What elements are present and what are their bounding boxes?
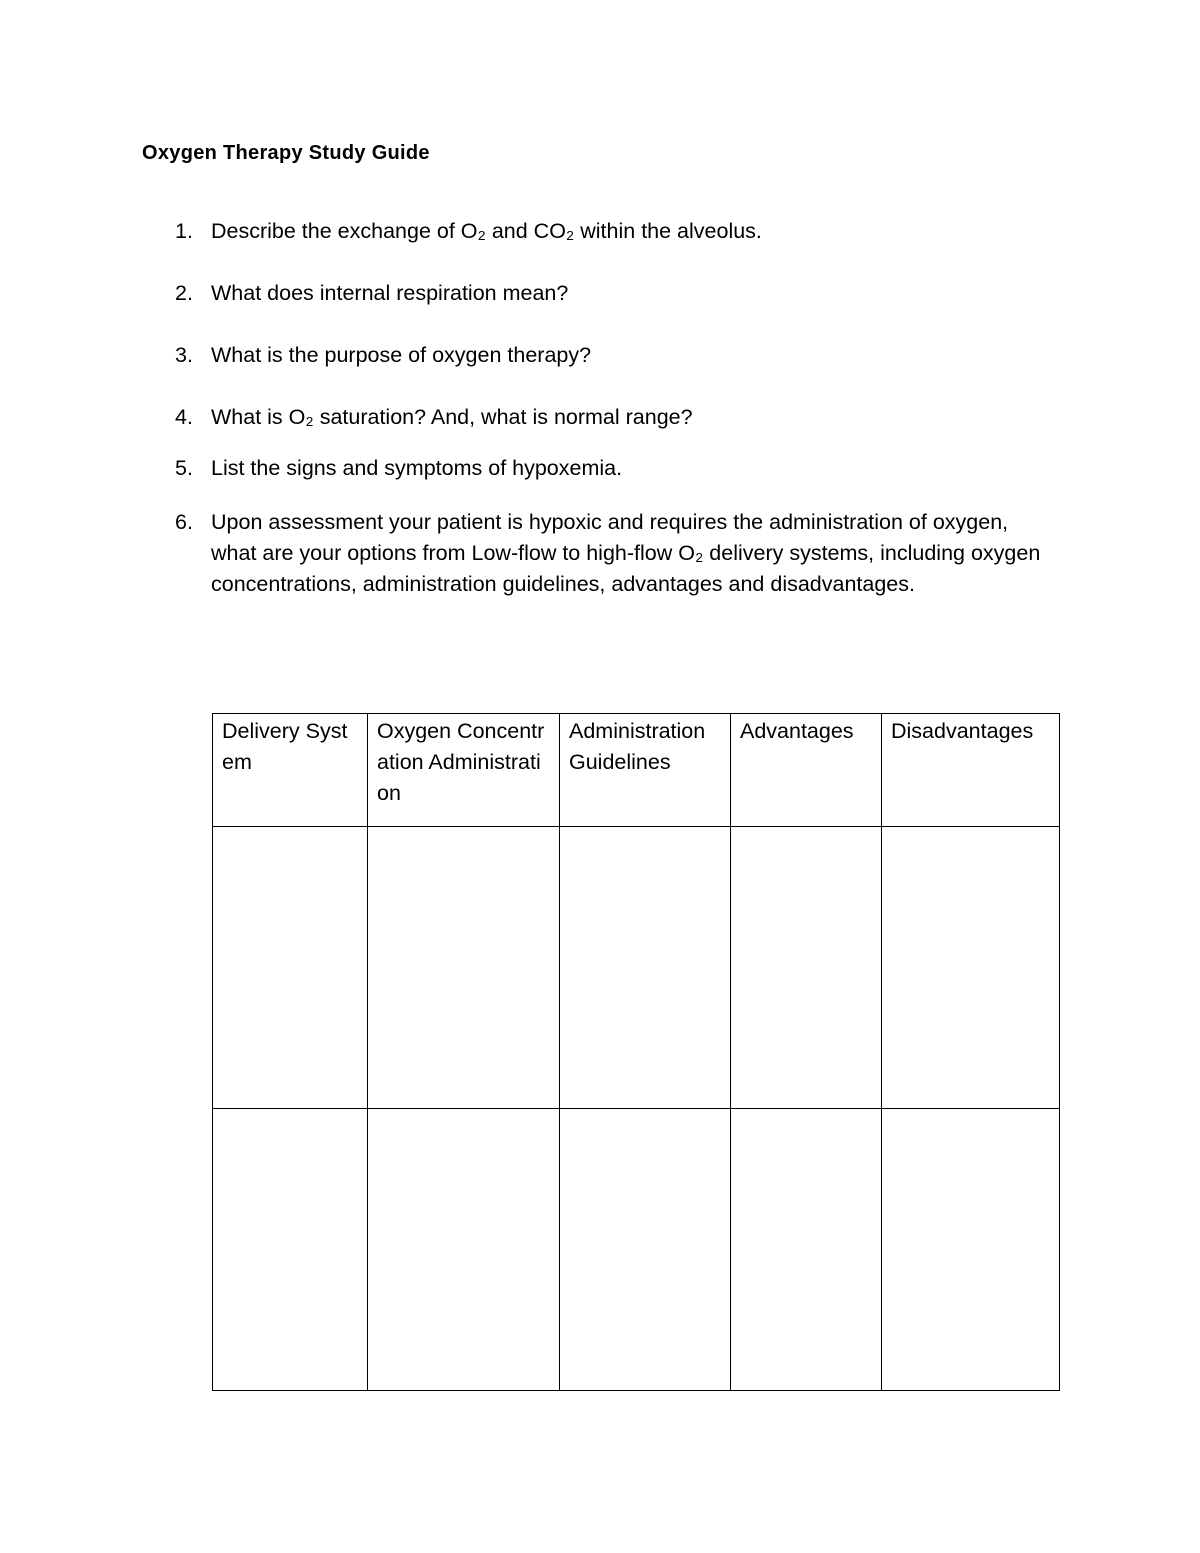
header-disadvantages: Disadvantages	[882, 714, 1060, 827]
table-cell[interactable]	[560, 827, 731, 1109]
table-cell[interactable]	[882, 1109, 1060, 1391]
table-cell[interactable]	[368, 827, 560, 1109]
question-item	[175, 216, 1055, 247]
question-number: 3.	[175, 343, 193, 367]
table-cell[interactable]	[560, 1109, 731, 1391]
page-title: Oxygen Therapy Study Guide	[142, 142, 430, 164]
question-text: What is O₂ saturation? And, what is normal range?	[211, 405, 693, 429]
question-text: Describe the exchange of O₂ and CO₂ within the alveolus.	[211, 219, 762, 243]
question-item	[175, 453, 1055, 484]
table-cell[interactable]	[213, 827, 368, 1109]
question-number: 6.	[175, 510, 193, 534]
question-number: 1.	[175, 219, 193, 243]
header-oxygen-concentration: Oxygen Concentration Administration	[368, 714, 560, 827]
table-row	[213, 1109, 1060, 1391]
header-administration-guidelines: Administration Guidelines	[560, 714, 731, 827]
question-text: What is the purpose of oxygen therapy?	[211, 343, 592, 367]
question-item	[175, 402, 1055, 433]
header-advantages: Advantages	[731, 714, 882, 827]
question-item	[175, 278, 1055, 309]
table-cell[interactable]	[731, 1109, 882, 1391]
table-cell[interactable]	[368, 1109, 560, 1391]
question-number: 4.	[175, 405, 193, 429]
table-header-row	[213, 714, 1060, 827]
question-item	[175, 340, 1055, 371]
question-text: What does internal respiration mean?	[211, 281, 569, 305]
table-cell[interactable]	[882, 827, 1060, 1109]
question-text: List the signs and symptoms of hypoxemia.	[211, 456, 623, 480]
table-row	[213, 827, 1060, 1109]
header-delivery-system: Delivery System	[213, 714, 368, 827]
delivery-systems-table	[212, 713, 1060, 1391]
question-text: Upon assessment your patient is hypoxic and requires the administration of oxygen, what are your options from Low-flow to high-flow O₂ delivery systems, including oxygen concentrations, administration guidelines, advantages and disadvantages.	[211, 510, 1041, 596]
question-number: 2.	[175, 281, 193, 305]
question-number: 5.	[175, 456, 193, 480]
question-item	[175, 507, 1055, 600]
table-cell[interactable]	[213, 1109, 368, 1391]
table-cell[interactable]	[731, 827, 882, 1109]
